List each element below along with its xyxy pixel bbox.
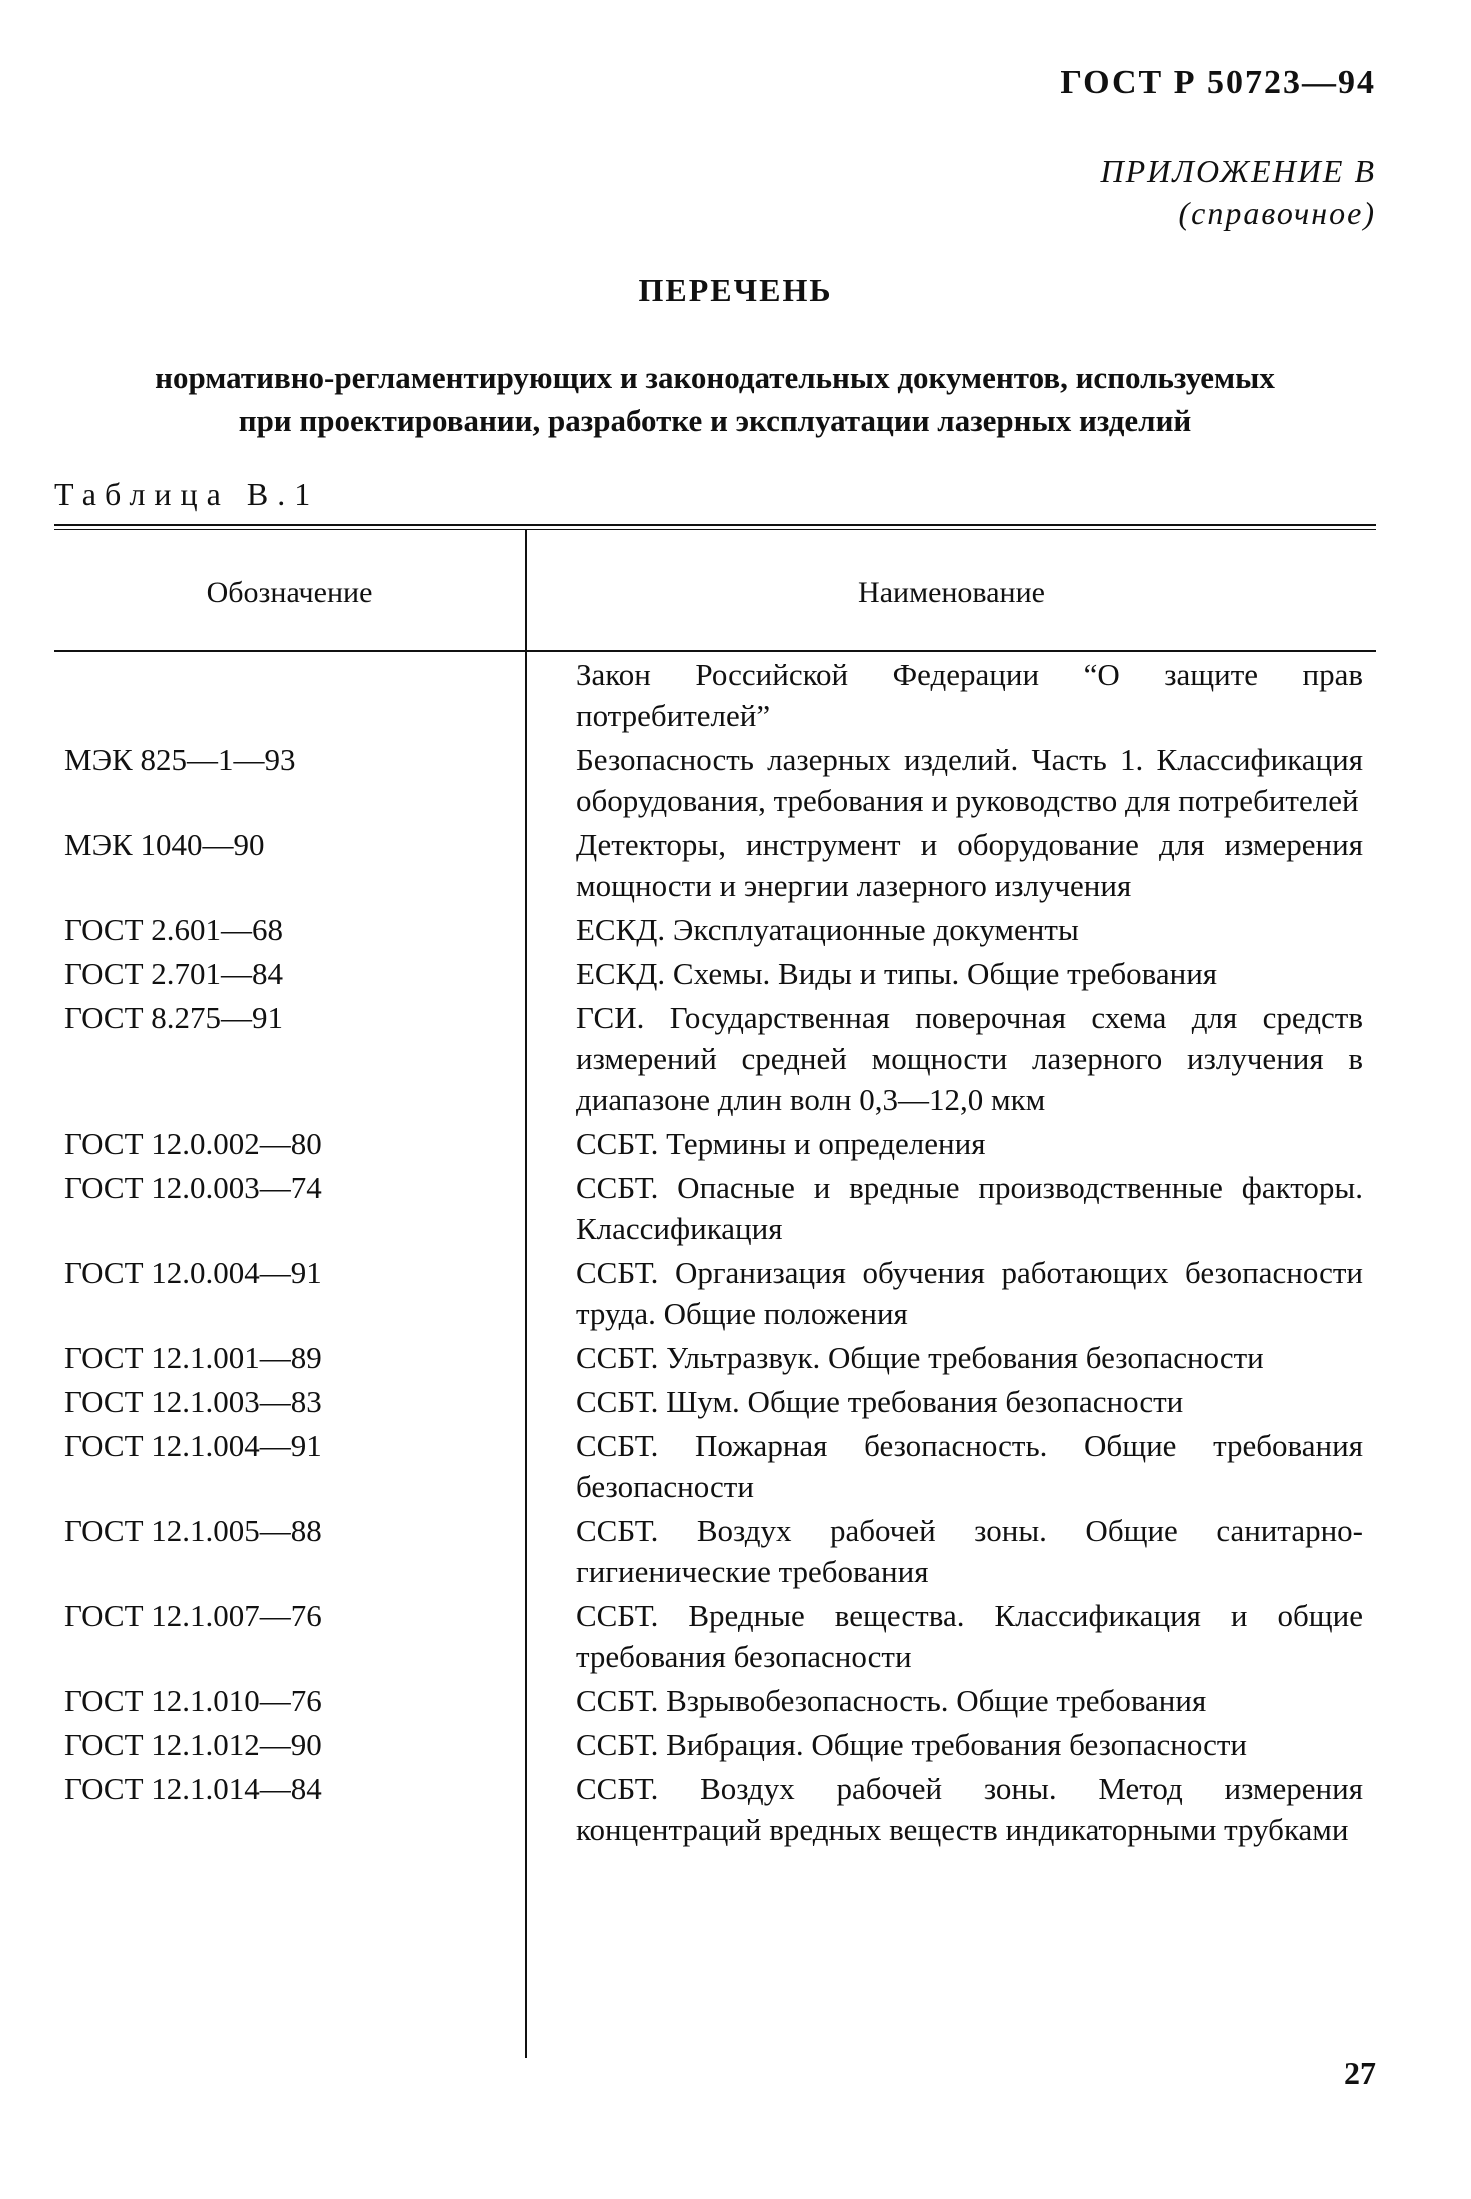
row-name: ССБТ. Вредные вещества. Классификация и общие требования безопасности — [576, 1598, 1363, 1674]
row-name: ССБТ. Взрывобезопасность. Общие требования — [576, 1683, 1207, 1718]
row-designation: ГОСТ 12.1.014—84 — [64, 1771, 322, 1806]
row-name: ССБТ. Шум. Общие требования безопасности — [576, 1384, 1184, 1419]
page-number: 27 — [1344, 2055, 1376, 2091]
row-designation: ГОСТ 12.1.001—89 — [64, 1340, 322, 1375]
table-row — [0, 1167, 1471, 1249]
table-top-rule — [54, 524, 1376, 526]
table-row — [0, 824, 1471, 906]
row-designation: ГОСТ 12.1.005—88 — [64, 1513, 322, 1548]
table-row — [0, 997, 1471, 1120]
table-label: Таблица В.1 — [54, 476, 320, 512]
row-name: ГСИ. Государственная поверочная схема для средств измерений средней мощности лазерного излучения в диапазоне длин волн 0,3—12,0 мкм — [576, 1000, 1363, 1117]
table-row — [0, 1768, 1471, 1850]
row-designation: ГОСТ 12.0.004—91 — [64, 1255, 322, 1290]
table-row — [0, 1510, 1471, 1592]
list-title: ПЕРЕЧЕНЬ — [638, 272, 833, 308]
appendix-note: (справочное) — [1178, 195, 1376, 231]
row-designation: ГОСТ 2.601—68 — [64, 912, 284, 947]
column-header-designation: Обозначение — [206, 576, 373, 609]
table-row — [0, 1123, 1471, 1164]
row-name: ССБТ. Вибрация. Общие требования безопасности — [576, 1727, 1248, 1762]
row-designation: ГОСТ 12.0.003—74 — [64, 1170, 322, 1205]
list-subtitle — [60, 356, 1370, 442]
row-designation: ГОСТ 12.1.003—83 — [64, 1384, 322, 1419]
table-row — [0, 909, 1471, 950]
row-name: Детекторы, инструмент и оборудование для измерения мощности и энергии лазерного излучения — [576, 827, 1363, 903]
table-header-rule — [54, 650, 1376, 652]
table-top-rule-second — [54, 529, 1376, 530]
row-designation: ГОСТ 12.1.010—76 — [64, 1683, 322, 1718]
table-body — [0, 654, 1471, 1853]
appendix-heading — [1101, 150, 1377, 234]
row-name: ССБТ. Опасные и вредные производственные факторы. Классификация — [576, 1170, 1363, 1246]
row-designation: ГОСТ 8.275—91 — [64, 1000, 284, 1035]
table-row — [0, 1680, 1471, 1721]
row-name: ССБТ. Воздух рабочей зоны. Метод измерения концентраций вредных веществ индикаторными трубками — [576, 1771, 1363, 1847]
table-row — [0, 1425, 1471, 1507]
column-header-name: Наименование — [858, 576, 1045, 609]
table-row — [0, 1252, 1471, 1334]
document-code: ГОСТ Р 50723—94 — [1060, 64, 1376, 101]
row-designation: ГОСТ 12.1.007—76 — [64, 1598, 322, 1633]
row-name: ССБТ. Организация обучения работающих безопасности труда. Общие положения — [576, 1255, 1363, 1331]
table-row — [0, 1724, 1471, 1765]
table-row — [0, 1337, 1471, 1378]
row-name: ССБТ. Пожарная безопасность. Общие требования безопасности — [576, 1428, 1363, 1504]
table-row — [0, 1381, 1471, 1422]
row-name: ЕСКД. Схемы. Виды и типы. Общие требования — [576, 956, 1218, 991]
row-designation: ГОСТ 12.0.002—80 — [64, 1126, 322, 1161]
row-name: Безопасность лазерных изделий. Часть 1. Классификация оборудования, требования и руководство для потребителей — [576, 742, 1363, 818]
row-designation: ГОСТ 12.1.012—90 — [64, 1727, 322, 1762]
row-name: ЕСКД. Эксплуатационные документы — [576, 912, 1079, 947]
table-row — [0, 953, 1471, 994]
appendix-title: ПРИЛОЖЕНИЕ В — [1100, 153, 1376, 189]
table-row — [0, 654, 1471, 736]
row-designation: МЭК 825—1—93 — [64, 742, 296, 777]
row-name: ССБТ. Воздух рабочей зоны. Общие санитарно-гигиенические требования — [576, 1513, 1363, 1589]
row-name: ССБТ. Термины и определения — [576, 1126, 986, 1161]
row-designation — [0, 654, 510, 736]
row-designation: ГОСТ 12.1.004—91 — [64, 1428, 322, 1463]
subtitle-line: нормативно-регламентирующих и законодательных документов, используемых — [155, 360, 1275, 395]
row-designation: МЭК 1040—90 — [64, 827, 265, 862]
row-name: Закон Российской Федерации “О защите прав потребителей” — [576, 657, 1363, 733]
table-row — [0, 1595, 1471, 1677]
table-row — [0, 739, 1471, 821]
row-name: ССБТ. Ультразвук. Общие требования безопасности — [576, 1340, 1264, 1375]
row-designation: ГОСТ 2.701—84 — [64, 956, 284, 991]
subtitle-line: при проектировании, разработке и эксплуатации лазерных изделий — [238, 403, 1192, 438]
